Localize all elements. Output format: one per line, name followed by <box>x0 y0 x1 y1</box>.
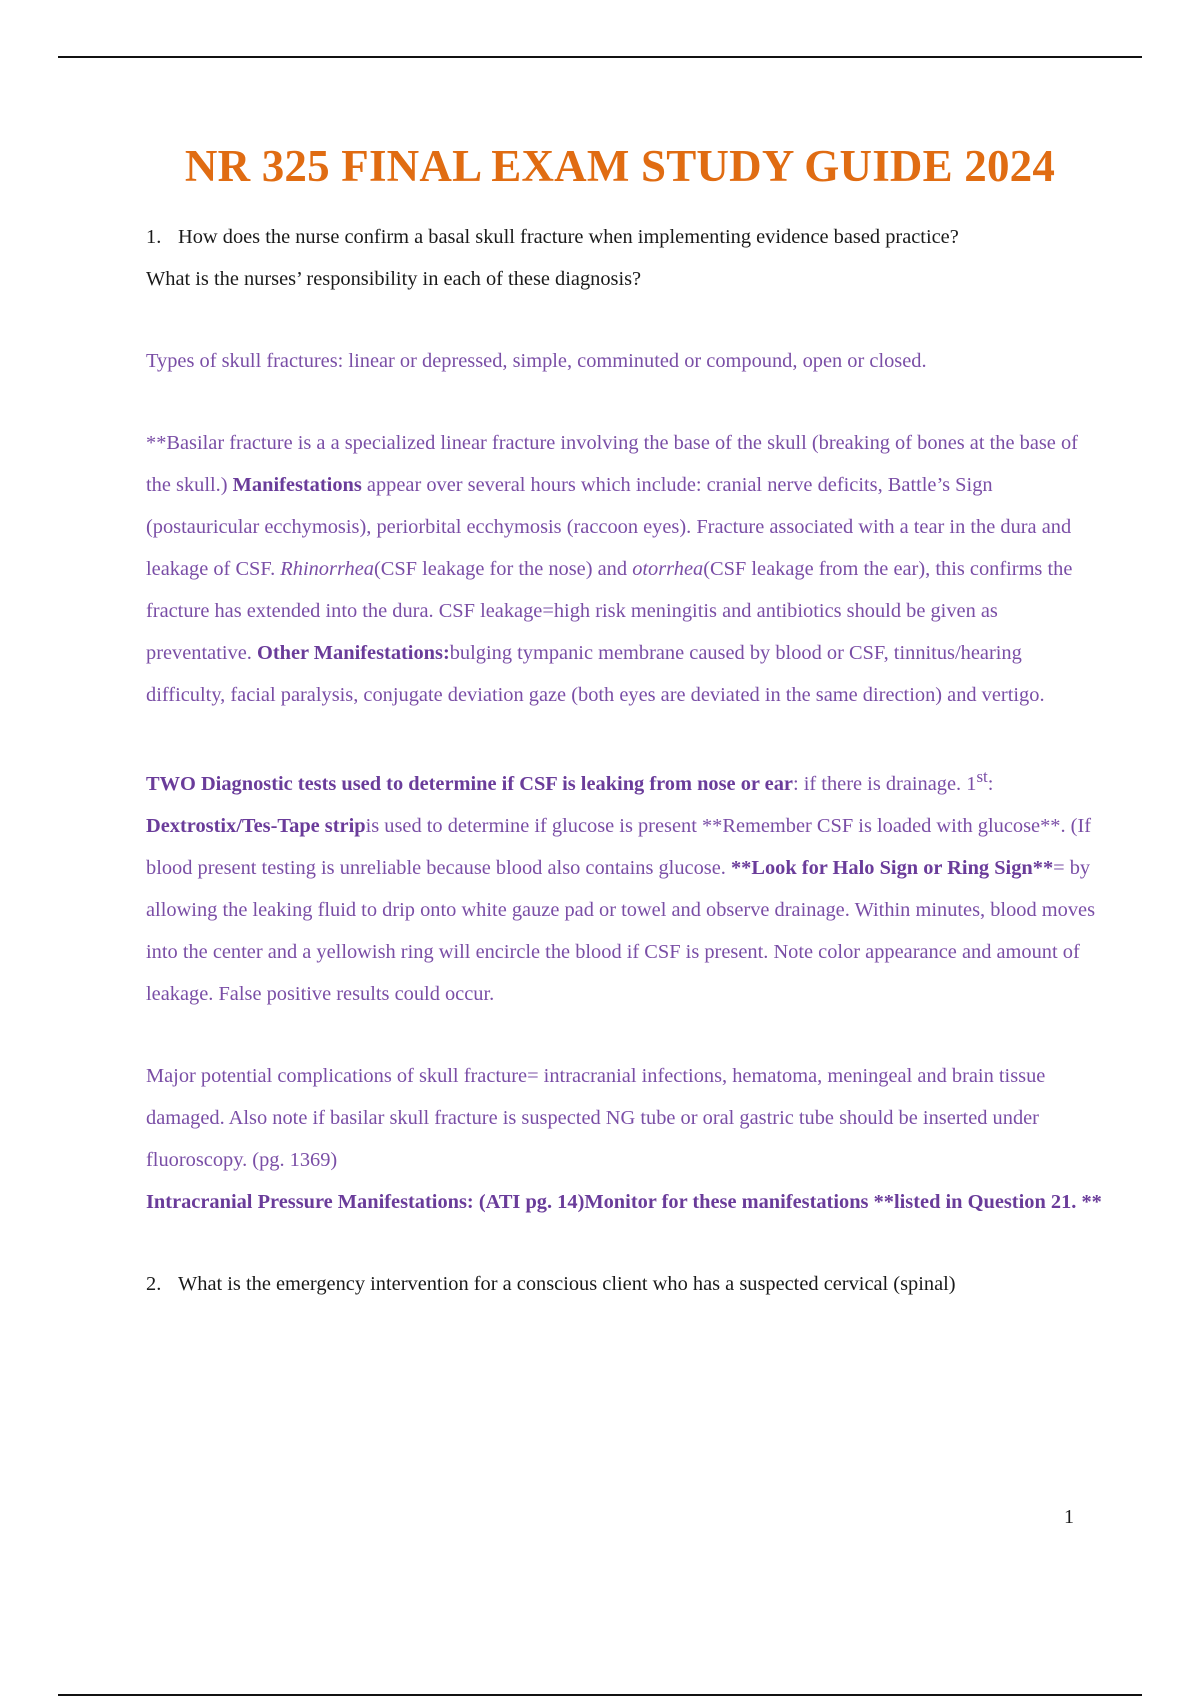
question-2-text: What is the emergency intervention for a conscious client who has a suspected cervical (spinal) <box>178 1272 956 1295</box>
basilar-fracture-paragraph <box>146 422 1106 716</box>
basilar-text-2: appear over several hours which include: cranial nerve deficits, Battle’s Sign (postauricular ecchymosis), periorbital ecchymosis (raccoon eyes). Fracture associated with a tear in the dura and leakage of CSF. <box>146 474 1072 580</box>
rhinorrhea-term: Rhinorrhea <box>280 558 374 580</box>
question-1-number: 1. <box>146 226 162 248</box>
question-2 <box>146 1263 1106 1305</box>
diagnostic-text-3: = by allowing the leaking fluid to drip onto white gauze pad or towel and observe drainage. Within minutes, blood moves into the center and a yellowish ring will encircle the blood if CSF is present. Note color appearance and amount of leakage. False positive results could occur. <box>146 856 1096 1005</box>
spacer <box>146 1223 1106 1263</box>
question-2-number: 2. <box>146 1272 162 1295</box>
question-1 <box>146 216 1106 300</box>
document-title: NR 325 FINAL EXAM STUDY GUIDE 2024 <box>184 141 1056 191</box>
basilar-text-5: bulging tympanic membrane caused by blood or CSF, tinnitus/hearing difficulty, facial paralysis, conjugate deviation gaze (both eyes are deviated in the same direction) and vertigo. <box>146 642 1045 706</box>
basilar-manifestations-heading: Manifestations <box>232 474 362 496</box>
diagnostic-tests-heading: TWO Diagnostic tests used to determine if CSF is leaking from nose or ear <box>146 772 793 795</box>
basilar-text-4: (CSF leakage from the ear), this confirms the fracture has extended into the dura. CSF leakage=high risk meningitis and antibiotics should be given as preventative. <box>146 558 1073 664</box>
spacer <box>146 716 1106 756</box>
page-number: 1 <box>1064 1506 1074 1528</box>
diagnostic-tests-paragraph <box>146 756 1106 1015</box>
complications-text: Major potential complications of skull fracture= intracranial infections, hematoma, meningeal and brain tissue damaged. Also note if basilar skull fracture is suspected NG tube or oral gastric tube should be inserted under fluoroscopy. (pg. 1369) <box>146 1064 1046 1171</box>
diagnostic-text-1: : if there is drainage. 1 <box>792 772 977 795</box>
bottom-rule <box>58 1694 1142 1696</box>
dextrostix-heading: Dextrostix/Tes-Tape strip <box>146 814 366 837</box>
halo-sign-heading: **Look for Halo Sign or Ring Sign** <box>730 856 1054 879</box>
diagnostic-text-2: is used to determine if glucose is present **Remember CSF is loaded with glucose**. (If blood present testing is unreliable because blood also contains glucose. <box>146 814 1092 879</box>
other-manifestations-heading: Other Manifestations: <box>256 642 450 664</box>
icp-manifestations-heading: Intracranial Pressure Manifestations: (ATI pg. 14)Monitor for these manifestations **listed in Question 21. ** <box>146 1190 1102 1213</box>
document-body <box>146 216 1106 1305</box>
basilar-text-1: **Basilar fracture is a a specialized linear fracture involving the base of the skull (breaking of bones at the base of the skull.) <box>146 432 1078 496</box>
top-rule <box>58 56 1142 58</box>
ordinal-suffix: st <box>976 767 988 786</box>
spacer <box>146 300 1106 340</box>
complications-paragraph <box>146 1055 1106 1223</box>
skull-fracture-types: Types of skull fractures: linear or depressed, simple, comminuted or compound, open or closed. <box>146 350 927 372</box>
question-1-text-a: How does the nurse confirm a basal skull fracture when implementing evidence based practice? <box>178 226 959 248</box>
diagnostic-text-1b: : <box>987 772 994 795</box>
otorrhea-term: otorrhea <box>632 558 704 580</box>
question-1-text-b: What is the nurses’ responsibility in each of these diagnosis? <box>146 268 642 290</box>
spacer <box>146 382 1106 422</box>
spacer <box>146 1015 1106 1055</box>
basilar-text-3: (CSF leakage for the nose) and <box>373 558 628 580</box>
